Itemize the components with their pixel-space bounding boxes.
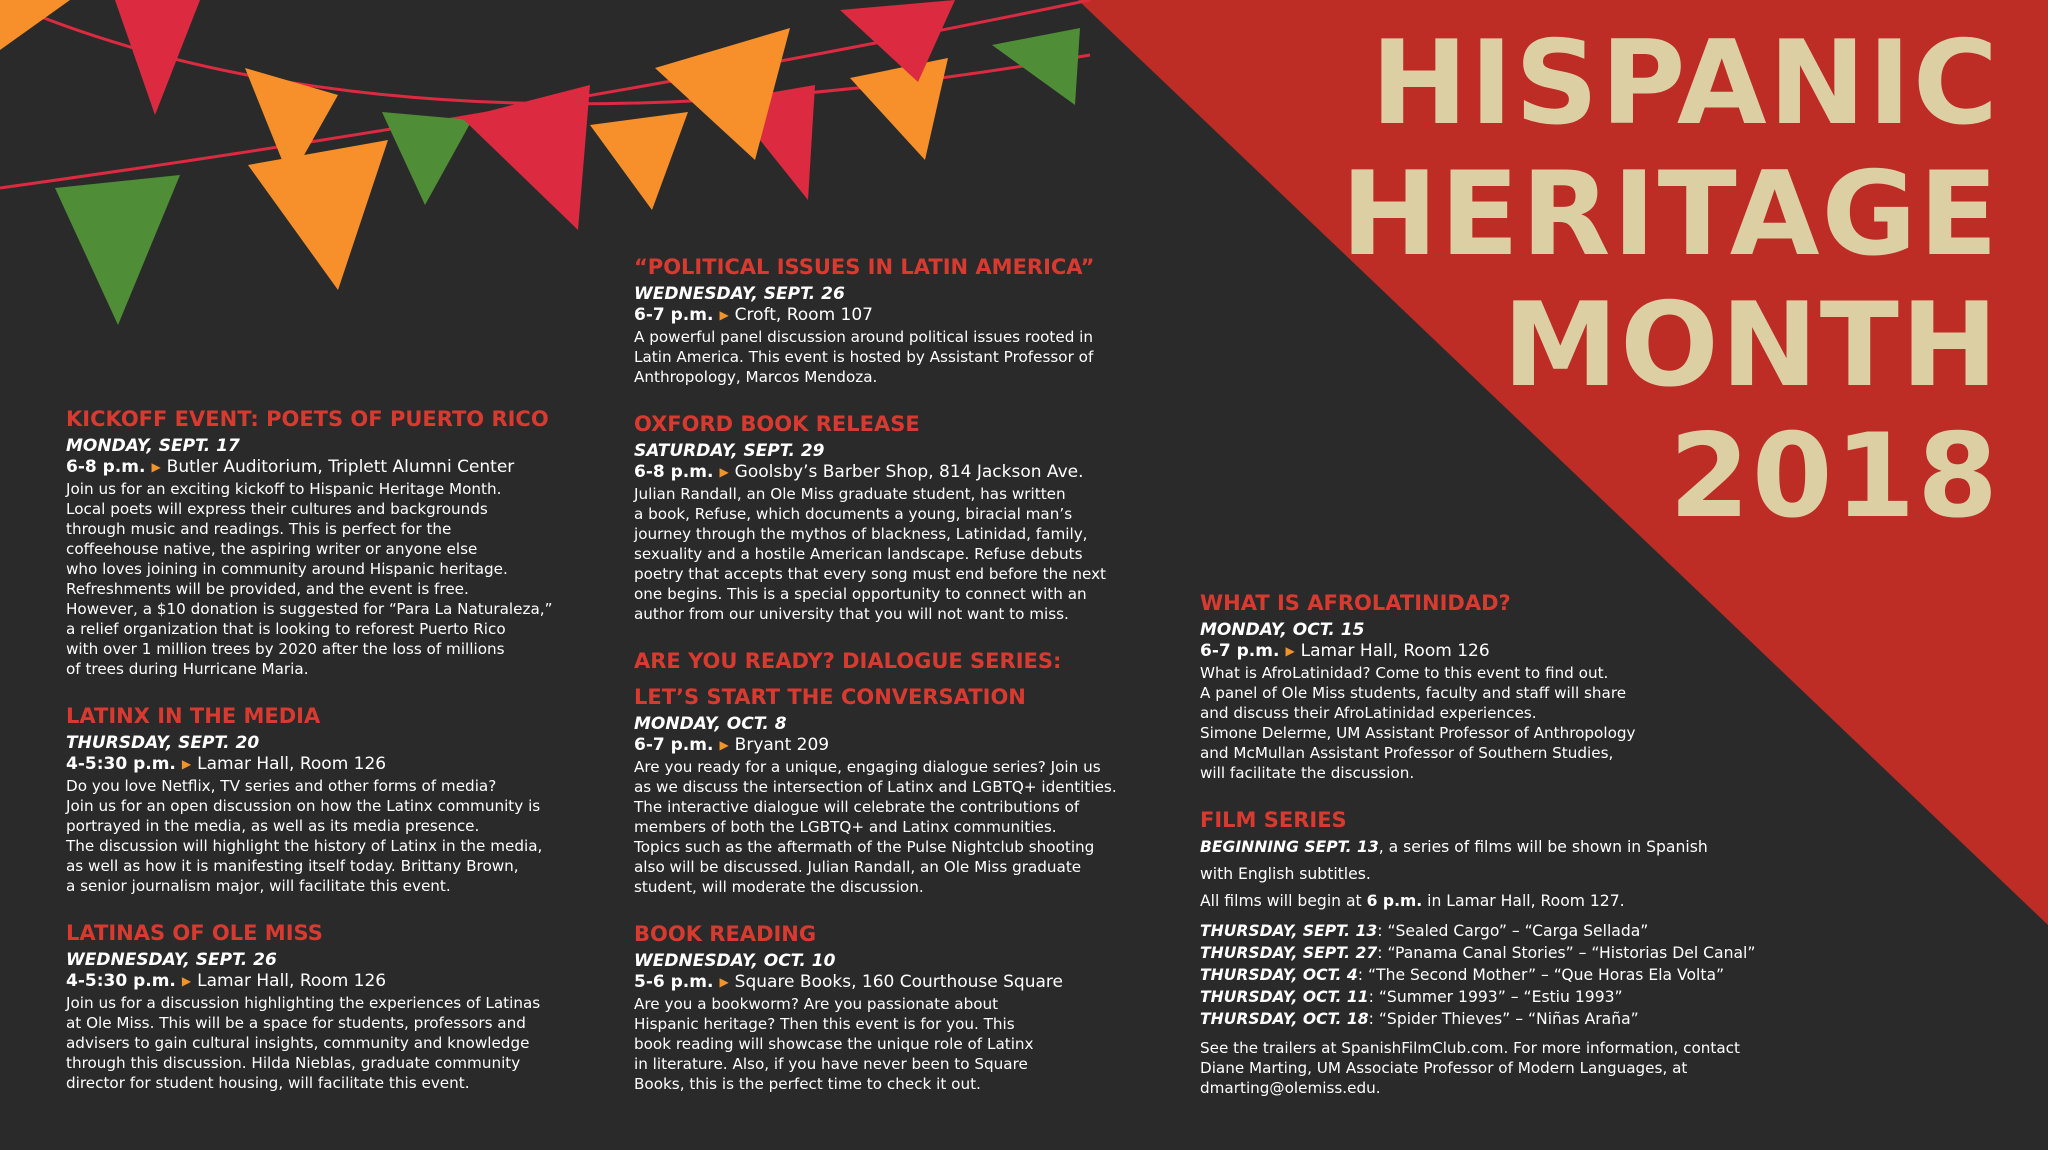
event-title: “POLITICAL ISSUES IN LATIN AMERICA” [634,255,1095,279]
desc-line: in literature. Also, if you have never been to Square [634,1055,1028,1073]
desc-line: Anthropology, Marcos Mendoza. [634,368,878,386]
desc-line: Local poets will express their cultures and backgrounds [66,500,488,518]
event-time-location [634,972,1174,994]
desc-line: one begins. This is a special opportunity to connect with an [634,585,1087,603]
bunting-flag [248,140,388,290]
event-title: WHAT IS AFROLATINIDAD? [1200,591,1511,615]
footer-line: dmarting@olemiss.edu. [1200,1079,1381,1097]
arrow-icon: ▶ [719,975,729,989]
event-afrolatinidad [1200,590,1820,783]
film-series-time [1200,891,1820,912]
event-oxford-book [634,411,1174,624]
desc-line: at Ole Miss. This will be a space for students, professors and [66,1014,526,1032]
title-line-year: 2018 [1669,409,2000,544]
bunting-flag [590,112,688,210]
desc-line: and McMullan Assistant Professor of Southern Studies, [1200,744,1614,762]
event-latinx-media [66,703,606,896]
desc-line: and discuss their AfroLatinidad experiences. [1200,704,1537,722]
desc-line: The discussion will highlight the history of Latinx in the media, [66,837,543,855]
desc-line: a relief organization that is looking to reforest Puerto Rico [66,620,506,638]
event-description [634,327,1174,387]
desc-line: through music and readings. This is perfect for the [66,520,452,538]
desc-line: Join us for a discussion highlighting the experiences of Latinas [66,994,541,1012]
arrow-icon: ▶ [181,974,192,988]
desc-line: Hispanic heritage? Then this event is for you. This [634,1015,1015,1033]
bunting-flag [850,58,948,160]
event-time: 6-7 p.m. [1200,641,1280,661]
desc-line: Julian Randall, an Ole Miss graduate student, has written [634,485,1066,503]
event-date: MONDAY, OCT. 15 [1200,620,1365,640]
film-date: THURSDAY, SEPT. 27 [1200,944,1378,962]
desc-line: as well as how it is manifesting itself today. Brittany Brown, [66,857,519,875]
film-item [1200,942,1820,964]
event-description [66,479,606,679]
desc-line: Books, this is the perfect time to check it out. [634,1075,981,1093]
arrow-icon: ▶ [719,738,729,752]
desc-line: sexuality and a hostile American landscape. Refuse debuts [634,545,1083,563]
bunting-flag [462,85,590,230]
desc-line: poetry that accepts that every song must end before the next [634,565,1107,583]
bunting-flag [382,112,472,205]
desc-line: Simone Delerme, UM Assistant Professor of Anthropology [1200,724,1636,742]
event-description [66,776,606,896]
event-location: Square Books, 160 Courthouse Square [734,972,1063,992]
event-location: Lamar Hall, Room 126 [197,971,387,991]
desc-line: coffeehouse native, the aspiring writer or anyone else [66,540,478,558]
desc-line: as we discuss the intersection of Latinx and LGBTQ+ identities. [634,778,1117,796]
event-location: Bryant 209 [734,735,830,755]
event-time: 6-8 p.m. [634,462,714,482]
event-date: WEDNESDAY, OCT. 10 [634,951,836,971]
event-title: BOOK READING [634,922,817,946]
event-description [634,994,1174,1094]
desc-line: author from our university that you will not want to miss. [634,605,1069,623]
event-title: ARE YOU READY? DIALOGUE SERIES: [634,649,1062,673]
desc-line: through this discussion. Hilda Nieblas, graduate community [66,1054,521,1072]
title-line-heritage: HERITAGE [1340,147,2000,282]
desc-line: advisers to gain cultural insights, community and knowledge [66,1034,530,1052]
event-title: KICKOFF EVENT: POETS OF PUERTO RICO [66,407,549,431]
desc-line: Topics such as the aftermath of the Pulse Nightclub shooting [634,838,1095,856]
film-series-subtitles: with English subtitles. [1200,865,1371,883]
bunting-flag [992,28,1080,105]
event-description [1200,663,1820,783]
desc-line: a book, Refuse, which documents a young, biracial man’s [634,505,1073,523]
event-time-location [66,754,606,776]
event-location: Lamar Hall, Room 126 [197,754,387,774]
event-time: 6-7 p.m. [634,735,714,755]
desc-line: portrayed in the media, as well as its media presence. [66,817,480,835]
event-latinas [66,920,606,1093]
event-date: SATURDAY, SEPT. 29 [634,441,825,461]
event-time-location [1200,641,1820,663]
event-title: FILM SERIES [1200,808,1347,832]
event-time-location [634,462,1174,484]
desc-line: student, will moderate the discussion. [634,878,924,896]
film-item [1200,964,1820,986]
event-political [634,254,1174,387]
desc-line: of trees during Hurricane Maria. [66,660,309,678]
event-description [66,993,606,1093]
film-date: THURSDAY, OCT. 4 [1200,966,1358,984]
desc-line: Are you a bookworm? Are you passionate about [634,995,999,1013]
event-description [634,757,1174,897]
arrow-icon: ▶ [151,460,161,474]
film-date: THURSDAY, OCT. 18 [1200,1010,1369,1028]
event-date: WEDNESDAY, SEPT. 26 [66,950,277,970]
film-date: THURSDAY, OCT. 11 [1200,988,1369,1006]
bunting-flag [55,175,180,325]
desc-line: also will be discussed. Julian Randall, an Ole Miss graduate [634,858,1082,876]
event-title: LATINX IN THE MEDIA [66,704,321,728]
film-title: : “Summer 1993” – “Estiu 1993” [1368,988,1623,1006]
film-list [1200,920,1820,1030]
event-title: LATINAS OF OLE MISS [66,921,323,945]
event-title-line2: LET’S START THE CONVERSATION [634,685,1026,709]
film-item [1200,1008,1820,1030]
title-line-month: MONTH [1502,278,2000,413]
arrow-icon: ▶ [719,308,729,322]
desc-line: Are you ready for a unique, engaging dialogue series? Join us [634,758,1101,776]
desc-line: book reading will showcase the unique role of Latinx [634,1035,1034,1053]
desc-line: The interactive dialogue will celebrate the contributions of [634,798,1080,816]
desc-line: A panel of Ole Miss students, faculty and staff will share [1200,684,1627,702]
footer-line: See the trailers at SpanishFilmClub.com. For more information, contact [1200,1039,1740,1057]
film-title: : “Panama Canal Stories” – “Historias Del Canal” [1377,944,1756,962]
event-kickoff [66,406,606,679]
event-dialogue [634,648,1174,897]
event-time: 6-7 p.m. [634,305,714,325]
desc-line: a senior journalism major, will facilitate this event. [66,877,451,895]
film-series-intro [1200,837,1820,858]
desc-line: Do you love Netflix, TV series and other forms of media? [66,777,497,795]
arrow-icon: ▶ [181,757,192,771]
bunting-flag [115,0,200,115]
desc-line: Join us for an exciting kickoff to Hispanic Heritage Month. [66,480,502,498]
film-time-suffix: in Lamar Hall, Room 127. [1422,892,1625,910]
desc-line: will facilitate the discussion. [1200,764,1415,782]
desc-line: Join us for an open discussion on how the Latinx community is [66,797,541,815]
event-time: 5-6 p.m. [634,972,714,992]
event-date: THURSDAY, SEPT. 20 [66,733,260,753]
desc-line: Latin America. This event is hosted by Assistant Professor of [634,348,1094,366]
column-middle [634,254,1174,1094]
event-date: WEDNESDAY, SEPT. 26 [634,284,845,304]
desc-line: with over 1 million trees by 2020 after the loss of millions [66,640,505,658]
film-date: THURSDAY, SEPT. 13 [1200,922,1378,940]
film-time: 6 p.m. [1366,892,1423,910]
film-title: : “Spider Thieves” – “Niñas Araña” [1368,1010,1639,1028]
column-left [66,406,606,1093]
event-title: OXFORD BOOK RELEASE [634,412,920,436]
event-time-location [634,305,1174,327]
desc-line: who loves joining in community around Hispanic heritage. [66,560,508,578]
desc-line: members of both the LGBTQ+ and Latinx communities. [634,818,1057,836]
event-time-location [634,735,1174,757]
event-film-series [1200,807,1820,1098]
event-location: Goolsby’s Barber Shop, 814 Jackson Ave. [734,462,1084,482]
event-time-location [66,457,606,479]
event-description [634,484,1174,624]
arrow-icon: ▶ [1285,644,1295,658]
film-item [1200,920,1820,942]
film-series-intro-text: , a series of films will be shown in Spanish [1378,838,1708,856]
event-location: Croft, Room 107 [734,305,873,325]
desc-line: A powerful panel discussion around political issues rooted in [634,328,1094,346]
footer-line: Diane Marting, UM Associate Professor of Modern Languages, at [1200,1059,1688,1077]
column-right [1200,590,1820,1098]
film-series-start-date: BEGINNING SEPT. 13 [1200,838,1379,856]
event-location: Lamar Hall, Room 126 [1300,641,1490,661]
film-title: : “Sealed Cargo” – “Carga Sellada” [1377,922,1649,940]
desc-line: director for student housing, will facilitate this event. [66,1074,470,1092]
film-series-footer [1200,1038,1820,1098]
arrow-icon: ▶ [719,465,729,479]
desc-line: journey through the mythos of blackness, Latinidad, family, [634,525,1088,543]
event-time: 4-5:30 p.m. [66,971,176,991]
event-time: 6-8 p.m. [66,457,146,477]
event-book-reading [634,921,1174,1094]
desc-line: Refreshments will be provided, and the event is free. [66,580,469,598]
event-date: MONDAY, SEPT. 17 [66,436,240,456]
event-location: Butler Auditorium, Triplett Alumni Center [166,457,515,477]
page-title [1260,18,2000,542]
film-item [1200,986,1820,1008]
film-title: : “The Second Mother” – “Que Horas Ela Volta” [1357,966,1725,984]
event-date: MONDAY, OCT. 8 [634,714,787,734]
desc-line: What is AfroLatinidad? Come to this event to find out. [1200,664,1609,682]
title-line-hispanic: HISPANIC [1370,16,2000,151]
desc-line: However, a $10 donation is suggested for “Para La Naturaleza,” [66,600,553,618]
film-time-prefix: All films will begin at [1200,892,1367,910]
event-time-location [66,971,606,993]
event-time: 4-5:30 p.m. [66,754,176,774]
